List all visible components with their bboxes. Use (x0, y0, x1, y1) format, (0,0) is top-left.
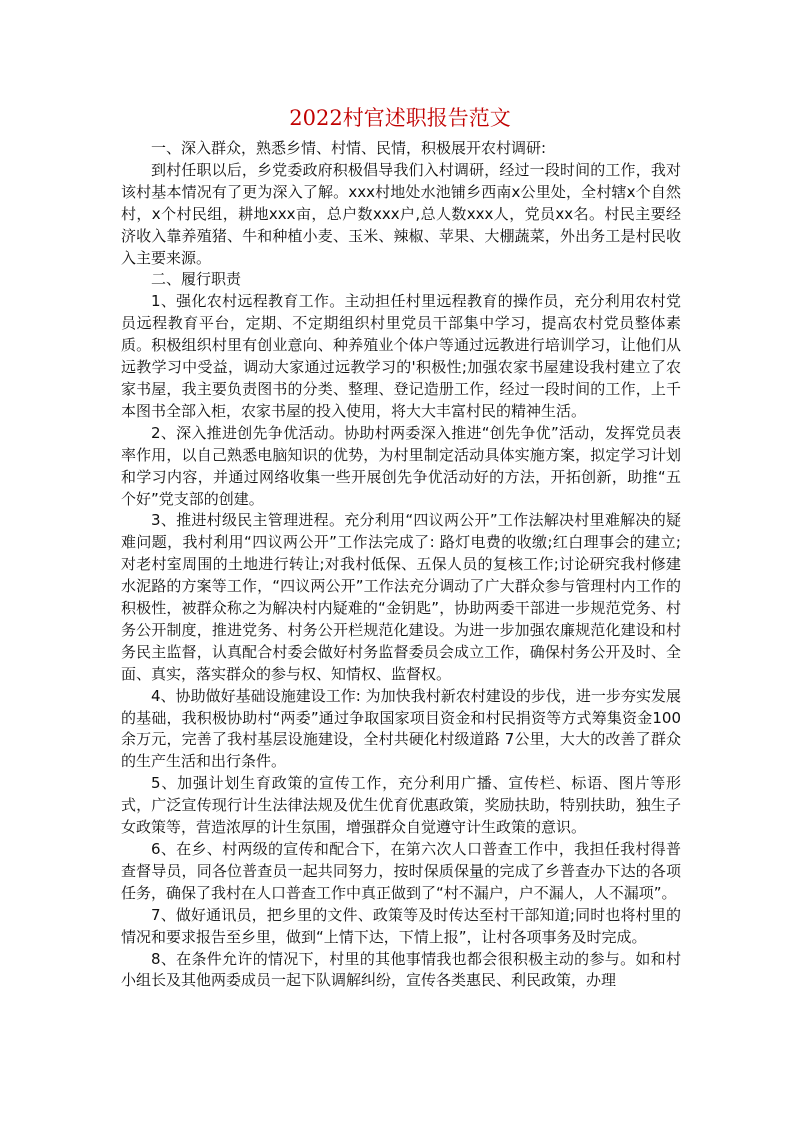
document-title: 2022村官述职报告范文 (289, 106, 511, 130)
paragraph-village-overview: 到村任职以后，乡党委政府积极倡导我们入村调研，经过一段时间的工作，我对该村基本情况有了更为深入了解。xxx村地处水池铺乡西南x公里处，全村辖x个自然村，x个村民组，耕地xxx亩，总户数xxx户,总人数xxx人，党员xx名。村民主要经济收入靠养殖猪、牛和种植小麦、玉米、辣椒、苹果、大棚蔬菜，外出务工是村民收入主要来源。 (121, 160, 681, 267)
paragraph-item-7: 7、做好通讯员，把乡里的文件、政策等及时传达至村干部知道;同时也将村里的情况和要求报告至乡里，做到“上情下达，下情上报”，让村各项事务及时完成。 (121, 905, 681, 946)
section-heading-2: 二、履行职责 (151, 270, 242, 289)
document-body (121, 138, 681, 992)
paragraph-item-5: 5、加强计划生育政策的宣传工作，充分利用广播、宣传栏、标语、图片等形式，广泛宣传现行计生法律法规及优生优育优惠政策，奖励扶助，特别扶助，独生子女政策等，营造浓厚的计生氛围，增强群众自觉遵守计生政策的意识。 (121, 774, 681, 837)
paragraph-item-6: 6、在乡、村两级的宣传和配合下，在第六次人口普查工作中，我担任我村得普查督导员，同各位普查员一起共同努力，按时保质保量的完成了乡普查办下达的各项任务，确保了我村在人口普查工作中真正做到了“村不漏户，户不漏人，人不漏项”。 (121, 840, 681, 902)
paragraph-item-8: 8、在条件允许的情况下，村里的其他事情我也都会很积极主动的参与。如和村小组长及其他两委成员一起下队调解纠纷，宣传各类惠民、利民政策，办理 (121, 949, 681, 990)
paragraph-item-3: 3、推进村级民主管理进程。充分利用“四议两公开”工作法解决村里难解决的疑难问题，我村利用“四议两公开”工作法完成了: 路灯电费的收缴;红白理事会的建立;对老村室周围的土地进行转让;对我村低保、五保人员的复核工作;讨论研究我村修建水泥路的方案等工作，“四议两公开”工作法充分调动了广大群众参与管理村内工作的积极性，被群众称之为解决村内疑难的“金钥匙”，协助两委干部进一步规范党务、村务公开制度，推进党务、村务公开栏规范化建设。为进一步加强农廉规范化建设和村务民主监督，认真配合村委会做好村务监督委员会成立工作，确保村务公开及时、全面、真实，落实群众的参与权、知情权、监督权。 (121, 511, 681, 683)
paragraph-item-4: 4、协助做好基础设施建设工作: 为加快我村新农村建设的步伐，进一步夯实发展的基础，我积极协助村“两委”通过争取国家项目资金和村民捐资等方式筹集资金100余万元，完善了我村基层设施建设，全村共硬化村级道路 7公里，大大的改善了群众的生产生活和出行条件。 (121, 686, 681, 771)
section-heading-1: 一、深入群众，熟悉乡情、村情、民情，积极展开农村调研: (151, 139, 547, 157)
paragraph-item-1: 1、强化农村远程教育工作。主动担任村里远程教育的操作员，充分利用农村党员远程教育平台，定期、不定期组织村里党员干部集中学习，提高农村党员整体素质。积极组织村里有创业意向、种养殖业个体户等通过远教进行培训学习，让他们从远教学习中受益，调动大家通过远教学习的'积极性;加强农家书屋建设我村建立了农家书屋，我主要负责图书的分类、整理、登记造册工作，经过一段时间的工作，上千本图书全部入柜，农家书屋的投入使用，将大大丰富村民的精神生活。 (121, 292, 681, 420)
paragraph-item-2: 2、深入推进创先争优活动。协助村两委深入推进“创先争优”活动，发挥党员表率作用，以自己熟悉电脑知识的优势，为村里制定活动具体实施方案，拟定学习计划和学习内容，并通过网络收集一些开展创先争优活动好的方法，开拓创新，助推“五个好”党支部的创建。 (121, 423, 681, 508)
